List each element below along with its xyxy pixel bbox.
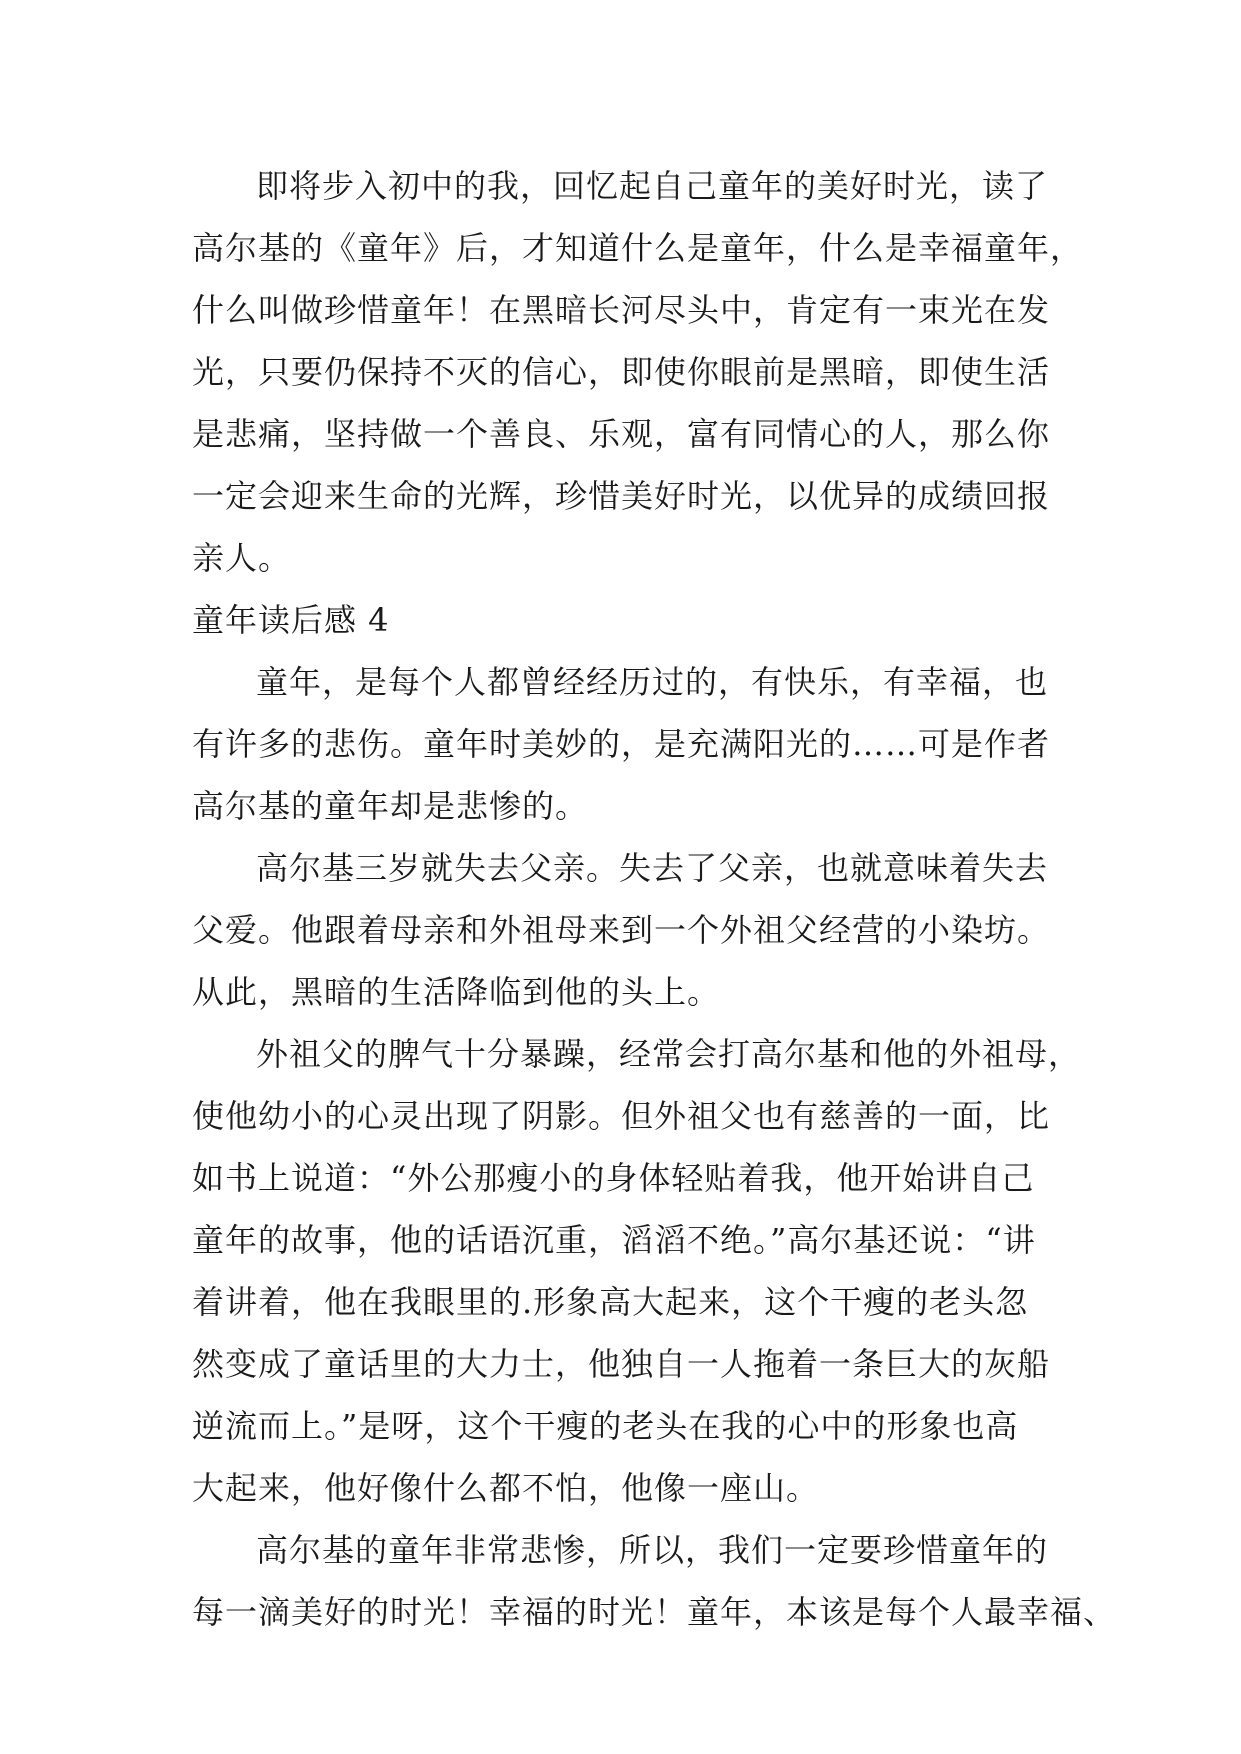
paragraph-line: 即将步入初中的我，回忆起自己童年的美好时光，读了	[256, 167, 1049, 205]
paragraph-line: 光，只要仍保持不灭的信心，即使你眼前是黑暗，即使生活	[192, 353, 1051, 391]
paragraph-line: 高尔基三岁就失去父亲。失去了父亲，也就意味着失去	[256, 849, 1049, 887]
section-heading: 童年读后感 4	[192, 601, 390, 639]
paragraph-line: 如书上说道：“外公那瘦小的身体轻贴着我，他开始讲自己	[192, 1159, 1035, 1197]
paragraph-line: 高尔基的童年却是悲惨的。	[192, 787, 589, 825]
paragraph-line: 然变成了童话里的大力士，他独自一人拖着一条巨大的灰船	[192, 1345, 1051, 1383]
paragraph-line: 使他幼小的心灵出现了阴影。但外祖父也有慈善的一面，比	[192, 1097, 1051, 1135]
paragraph-line: 有许多的悲伤。童年时美妙的，是充满阳光的……可是作者	[192, 725, 1051, 763]
paragraph-line: 着讲着，他在我眼里的.形象高大起来，这个干瘦的老头忽	[192, 1283, 1029, 1321]
paragraph-line: 每一滴美好的时光！幸福的时光！童年，本该是每个人最幸福、	[192, 1593, 1117, 1631]
paragraph-line: 逆流而上。”是呀，这个干瘦的老头在我的心中的形象也高	[192, 1407, 1019, 1445]
paragraph-line: 亲人。	[192, 539, 292, 577]
paragraph-line: 外祖父的脾气十分暴躁，经常会打高尔基和他的外祖母，	[256, 1035, 1082, 1073]
paragraph-line: 父爱。他跟着母亲和外祖母来到一个外祖父经营的小染坊。	[192, 911, 1051, 949]
paragraph-line: 大起来，他好像什么都不怕，他像一座山。	[192, 1469, 820, 1507]
paragraph-line: 一定会迎来生命的光辉，珍惜美好时光，以优异的成绩回报	[192, 477, 1051, 515]
paragraph-line: 什么叫做珍惜童年！在黑暗长河尽头中，肯定有一束光在发	[192, 291, 1051, 329]
paragraph-line: 从此，黑暗的生活降临到他的头上。	[192, 973, 721, 1011]
paragraph-line: 童年的故事，他的话语沉重，滔滔不绝。”高尔基还说：“讲	[192, 1221, 1036, 1259]
paragraph-line: 童年，是每个人都曾经经历过的，有快乐，有幸福，也	[256, 663, 1049, 701]
paragraph-line: 高尔基的《童年》后，才知道什么是童年，什么是幸福童年，	[192, 229, 1084, 267]
paragraph-line: 高尔基的童年非常悲惨，所以，我们一定要珍惜童年的	[256, 1531, 1049, 1569]
paragraph-line: 是悲痛，坚持做一个善良、乐观，富有同情心的人，那么你	[192, 415, 1051, 453]
